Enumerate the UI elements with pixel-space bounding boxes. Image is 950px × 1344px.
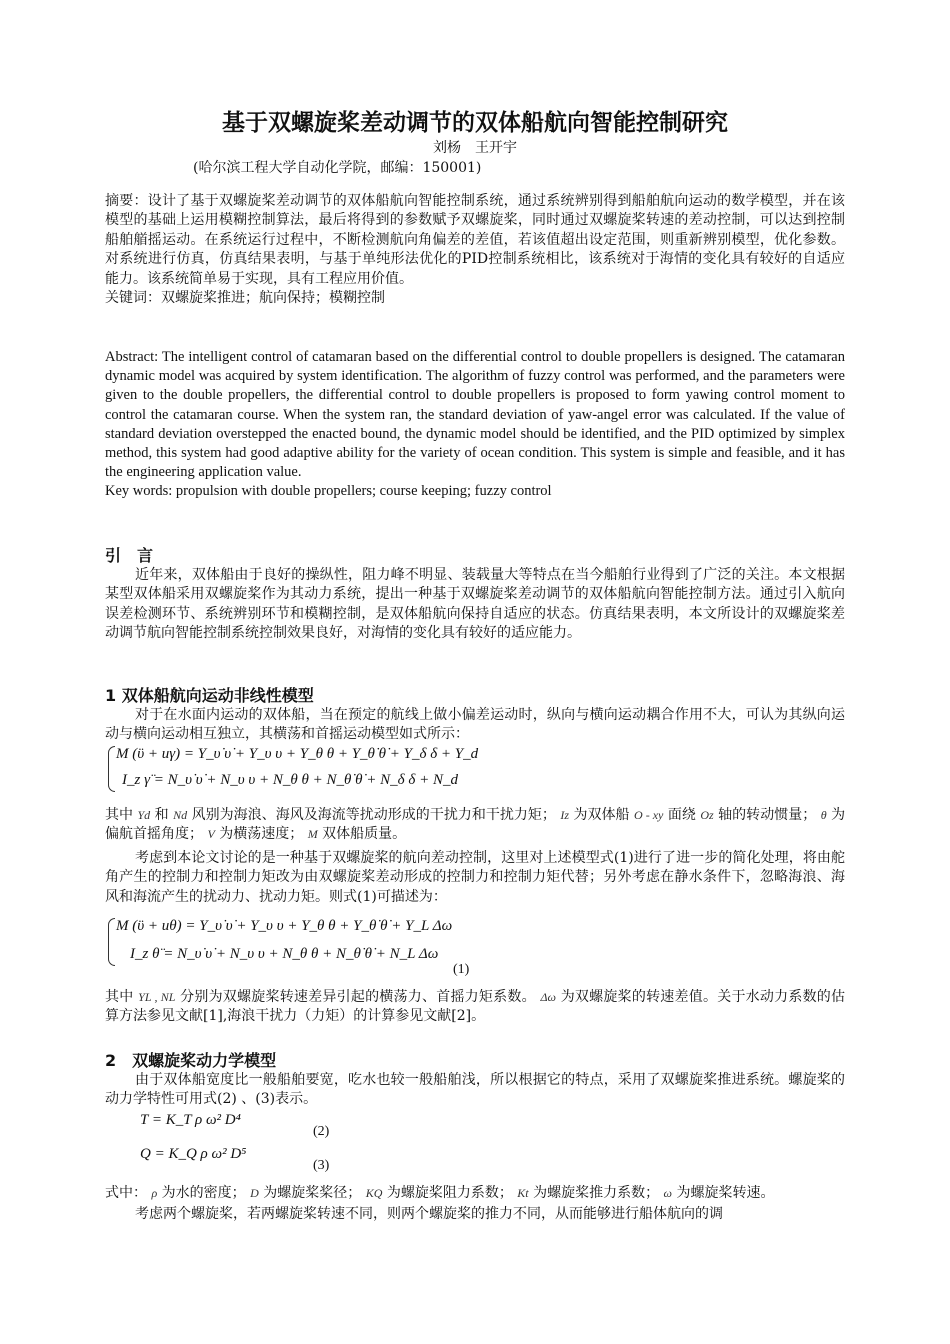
equation-number-2: (2) [313, 1124, 330, 1139]
symbol-iz: Iz [560, 808, 570, 822]
keywords-cn: 关键词：双螺旋桨推进；航向保持；模糊控制 [105, 290, 385, 307]
equation-simplified-2: I_z θ̈ = N_υ̇ υ̇ + N_υ υ + N_θ θ + N_θ̇ θ̇ + N_L Δω [130, 946, 439, 962]
symbol-kt: Kt [517, 1186, 529, 1200]
symbol-kq: KQ [365, 1186, 383, 1200]
symbol-nd: Nd [173, 808, 188, 822]
keywords-en: Key words: propulsion with double propellers; course keeping; fuzzy control [105, 483, 552, 500]
symbol-oz: Oz [700, 808, 714, 822]
symbol-v: V [207, 827, 215, 842]
paper-authors: 刘杨 王开宇 [433, 140, 517, 156]
section1-p2: 其中 Yd 和 Nd 风别为海浪、海风及海流等扰动形成的干扰力和干扰力矩； Iz 为双体船 O - xy 面绕 Oz 轴的转动惯量； θ 为偏航首摇角度； V 为横荡速度； M 双体船质量。 考虑到本论文讨论的是一种基于双螺旋桨的航向差动控制，这里对上述模型式(1)进行了进一步的简化处理，将由舵角产生的控制力和控制力矩改为由双螺旋桨差动形成的控制力和控制力矩代替；另外考虑在静水条件下，忽略海浪、海风和海流产生的扰动力、扰动力矩。则式(1)可描述为： [105, 806, 845, 907]
section1-p1: 对于在水面内运动的双体船，当在预定的航线上做小偏差运动时，纵向与横向运动耦合作用不大，可认为其纵向运动与横向运动相互独立，其横荡和首摇运动模型如式所示： [105, 707, 845, 743]
section2-p2: 式中： ρ 为水的密度； D 为螺旋桨桨径； KQ 为螺旋桨阻力系数； Kt 为螺旋桨推力系数； ω 为螺旋桨转速。 考虑两个螺旋桨，若两螺旋桨转速不同，则两个螺旋桨的推力不同，从而能够进行船体航向的调 [105, 1184, 845, 1225]
symbol-oxy: O - xy [634, 808, 664, 822]
equation-brace-2 [108, 918, 115, 966]
equation-brace [108, 746, 115, 792]
equation-number-1: (1) [453, 962, 470, 977]
abstract-en: Abstract: The intelligent control of catamaran based on the differential control to double propellers is designed. The catamaran dynamic model was acquired by system identification. The algorithm of fuzzy control was performed, and the parameters were given to the double propellers, the differential control to double propellers is proposed to form yawing control moment to control the catamaran course. When the system ran, the standard deviation of yaw-angel error was calculated. If the value of standard deviation overstepped the enacted bound, the dynamic model should be identified, and the PID optimized by simplex method, this system had good adaptive ability for the variety of ocean condition. This system is simple and feasible, and it has the engineering application value. [105, 349, 845, 481]
section2 [105, 1048, 845, 1110]
section1-p4: 其中 YL , NL 分别为双螺旋桨转速差异引起的横荡力、首摇力矩系数。 Δω 为双螺旋桨的转速差值。关于水动力系数的估算方法参见文献[1],海浪干扰力（力矩）的计算参见文献[2]。 [105, 989, 846, 1025]
section2-heading: 2 双螺旋桨动力学模型 [105, 1051, 277, 1070]
symbol-delta-omega: Δω [540, 990, 557, 1004]
section1-heading: 1 双体船航向运动非线性模型 [105, 686, 314, 705]
section1-p3: 考虑到本论文讨论的是一种基于双螺旋桨的航向差动控制，这里对上述模型式(1)进行了进一步的简化处理，将由舵角产生的控制力和控制力矩改为由双螺旋桨差动形成的控制力和控制力矩代替；另外考虑在静水条件下，忽略海浪、海风和海流产生的扰动力、扰动力矩。则式(1)可描述为： [105, 849, 845, 905]
intro-text: 近年来，双体船由于良好的操纵性，阻力峰不明显、装载量大等特点在当今船舶行业得到了广泛的关注。本文根据某型双体船采用双螺旋桨作为其动力系统，提出一种基于双螺旋桨差动调节的双体船航向智能控制方法。通过引入航向误差检测环节、系统辨别环节和模糊控制，是双体船航向保持自适应的状态。仿真结果表明，本文所设计的双螺旋桨差动调节航向智能控制系统控制效果良好，对海情的变化具有较好的适应能力。 [105, 567, 845, 642]
symbol-theta: θ [820, 808, 827, 822]
equation-torque: Q = K_Q ρ ω² D⁵ [140, 1146, 247, 1162]
equation-model-2: I_z γ̈ = N_υ̇ υ̇ + N_υ υ + N_θ θ + N_θ̇ θ̇ + N_δ δ + N_d [122, 772, 458, 788]
abstract-cn-block [105, 192, 845, 308]
symbol-rho: ρ [151, 1186, 158, 1200]
paper-affiliation: (哈尔滨工程大学自动化学院，邮编：150001) [193, 160, 482, 176]
intro-section [105, 543, 845, 644]
abstract-cn: 摘要：设计了基于双螺旋桨差动调节的双体船航向智能控制系统，通过系统辨别得到船舶航向运动的数学模型，并在该模型的基础上运用模糊控制算法，最后将得到的参数赋予双螺旋桨，同时通过双螺旋桨转速的差动控制，可以达到控制船舶艏摇运动。在系统运行过程中，不断检测航向角偏差的差值，若该值超出设定范围，则重新辨别模型，优化参数。对系统进行仿真，仿真结果表明，与基于单纯形法优化的PID控制系统相比，该系统对于海情的变化具有较好的自适应能力。该系统简单易于实现，具有工程应用价值。 [105, 193, 845, 287]
abstract-en-block [105, 348, 845, 502]
symbol-m: M [307, 827, 318, 842]
equation-simplified-1: M (ϋ + uθ) = Y_υ̇ υ̇ + Y_υ υ + Y_θ θ + Y_θ̇ θ̇ + Y_L Δω [116, 918, 453, 934]
symbol-yd: Yd [137, 808, 151, 822]
equation-number-3: (3) [313, 1158, 330, 1173]
paper-title: 基于双螺旋桨差动调节的双体船航向智能控制研究 [222, 110, 728, 136]
intro-heading: 引 言 [105, 546, 154, 565]
symbol-omega: ω [663, 1186, 673, 1200]
section2-p3: 考虑两个螺旋桨，若两螺旋桨转速不同，则两个螺旋桨的推力不同，从而能够进行船体航向的调 [135, 1206, 723, 1223]
symbol-yl-nl: YL , NL [138, 990, 176, 1004]
section1 [105, 683, 845, 745]
section2-p1: 由于双体船宽度比一般船舶要宽，吃水也较一般船舶浅，所以根据它的特点，采用了双螺旋桨推进系统。螺旋桨的动力学特性可用式(2) 、(3)表示。 [105, 1072, 845, 1108]
symbol-d: D [250, 1186, 259, 1200]
equation-model-1: M (ϋ + uγ) = Y_υ̇ υ̇ + Y_υ υ + Y_θ θ + Y_θ̇ θ̇ + Y_δ δ + Y_d [116, 746, 479, 762]
equation-thrust: T = K_T ρ ω² D⁴ [140, 1112, 241, 1128]
